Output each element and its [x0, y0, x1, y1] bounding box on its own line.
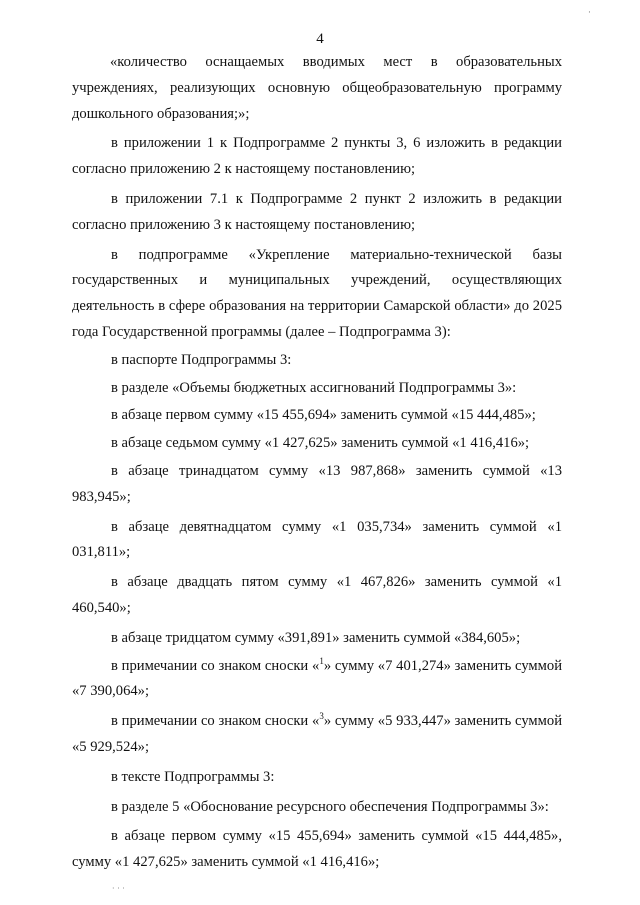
footnote-mark-1: 1 [319, 655, 324, 666]
paragraph-4: в подпрограмме «Укрепление материально-технической базы государственных и муниципальных учреждений, осуществляющих деятельность в сфере образования на территории Самарской области» до 2025 года Государственной программы (далее – Подпрограмма 3): [72, 246, 562, 340]
paragraph-12: в абзаце тридцатом сумму «391,891» заменить суммой «384,605»; [111, 629, 521, 646]
paragraph-7: в абзаце первом сумму «15 455,694» заменить суммой «15 444,485»; [111, 407, 536, 424]
paragraph-17: в абзаце первом сумму «15 455,694» заменить суммой «15 444,485», сумму «1 427,625» заменить суммой «1 416,416»; [72, 828, 562, 871]
paragraph-13-start: в примечании со знаком сноски « [111, 657, 320, 674]
paragraph-10: в абзаце девятнадцатом сумму «1 035,734» заменить суммой «1 031,811»; [72, 518, 562, 561]
page-number: 4 [316, 31, 324, 47]
paragraph-16: в разделе 5 «Обоснование ресурсного обеспечения Подпрограммы 3»: [111, 798, 549, 815]
paragraph-8: в абзаце седьмом сумму «1 427,625» заменить суммой «1 416,416»; [111, 435, 530, 452]
scan-speck: · · · [112, 884, 125, 893]
paragraph-13-end: » сумму «7 401,274» заменить суммой «7 390,064»; [72, 657, 563, 700]
paragraph-6: в разделе «Объемы бюджетных ассигнований Подпрограммы 3»: [111, 379, 517, 396]
paragraph-15: в тексте Подпрограммы 3: [111, 768, 275, 785]
paragraph-3: в приложении 7.1 к Подпрограмме 2 пункт 2 изложить в редакции согласно приложению 3 к настоящему постановлению; [72, 190, 562, 233]
document-body [72, 50, 562, 876]
paragraph-2: в приложении 1 к Подпрограмме 2 пункты 3, 6 изложить в редакции согласно приложению 2 к настоящему постановлению; [72, 135, 562, 178]
paragraph-14-start: в примечании со знаком сноски « [111, 713, 320, 730]
paragraph-11: в абзаце двадцать пятом сумму «1 467,826» заменить суммой «1 460,540»; [72, 574, 562, 616]
paragraph-14 [72, 709, 562, 761]
paragraph-14-end: » сумму «5 933,447» заменить суммой «5 929,524»; [72, 713, 563, 755]
footnote-mark-3: 3 [319, 711, 324, 722]
scan-speck: · [588, 8, 591, 18]
paragraph-5: в паспорте Подпрограммы 3: [111, 351, 292, 368]
paragraph-1: «количество оснащаемых вводимых мест в образовательных учреждениях, реализующих основную общеобразовательную программу дошкольного образования;»; [72, 54, 562, 122]
paragraph-13 [72, 654, 562, 706]
paragraph-9: в абзаце тринадцатом сумму «13 987,868» заменить суммой «13 983,945»; [72, 462, 562, 505]
